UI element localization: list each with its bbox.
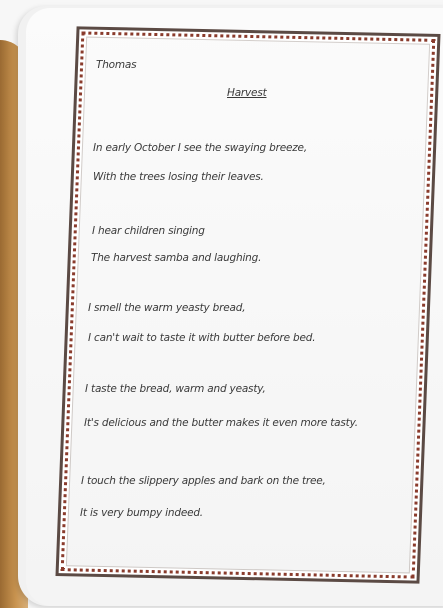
poem-line: I touch the slippery apples and bark on the tree, bbox=[81, 475, 326, 487]
poem-line: I taste the bread, warm and yeasty, bbox=[85, 383, 266, 395]
poem-line: It is very bumpy indeed. bbox=[80, 507, 203, 519]
poem-line: With the trees losing their leaves. bbox=[93, 171, 264, 183]
poem-author: Thomas bbox=[96, 59, 137, 71]
poem-line: I can't wait to taste it with butter before bed. bbox=[88, 332, 316, 344]
poem-line: It's delicious and the butter makes it even more tasty. bbox=[84, 417, 358, 429]
poem-line: I smell the warm yeasty bread, bbox=[88, 302, 246, 314]
poem-line: In early October I see the swaying breeze, bbox=[93, 142, 307, 154]
poem-title: Harvest bbox=[227, 87, 267, 99]
poem-line: I hear children singing bbox=[92, 225, 205, 237]
poem-line: The harvest samba and laughing. bbox=[91, 252, 262, 264]
